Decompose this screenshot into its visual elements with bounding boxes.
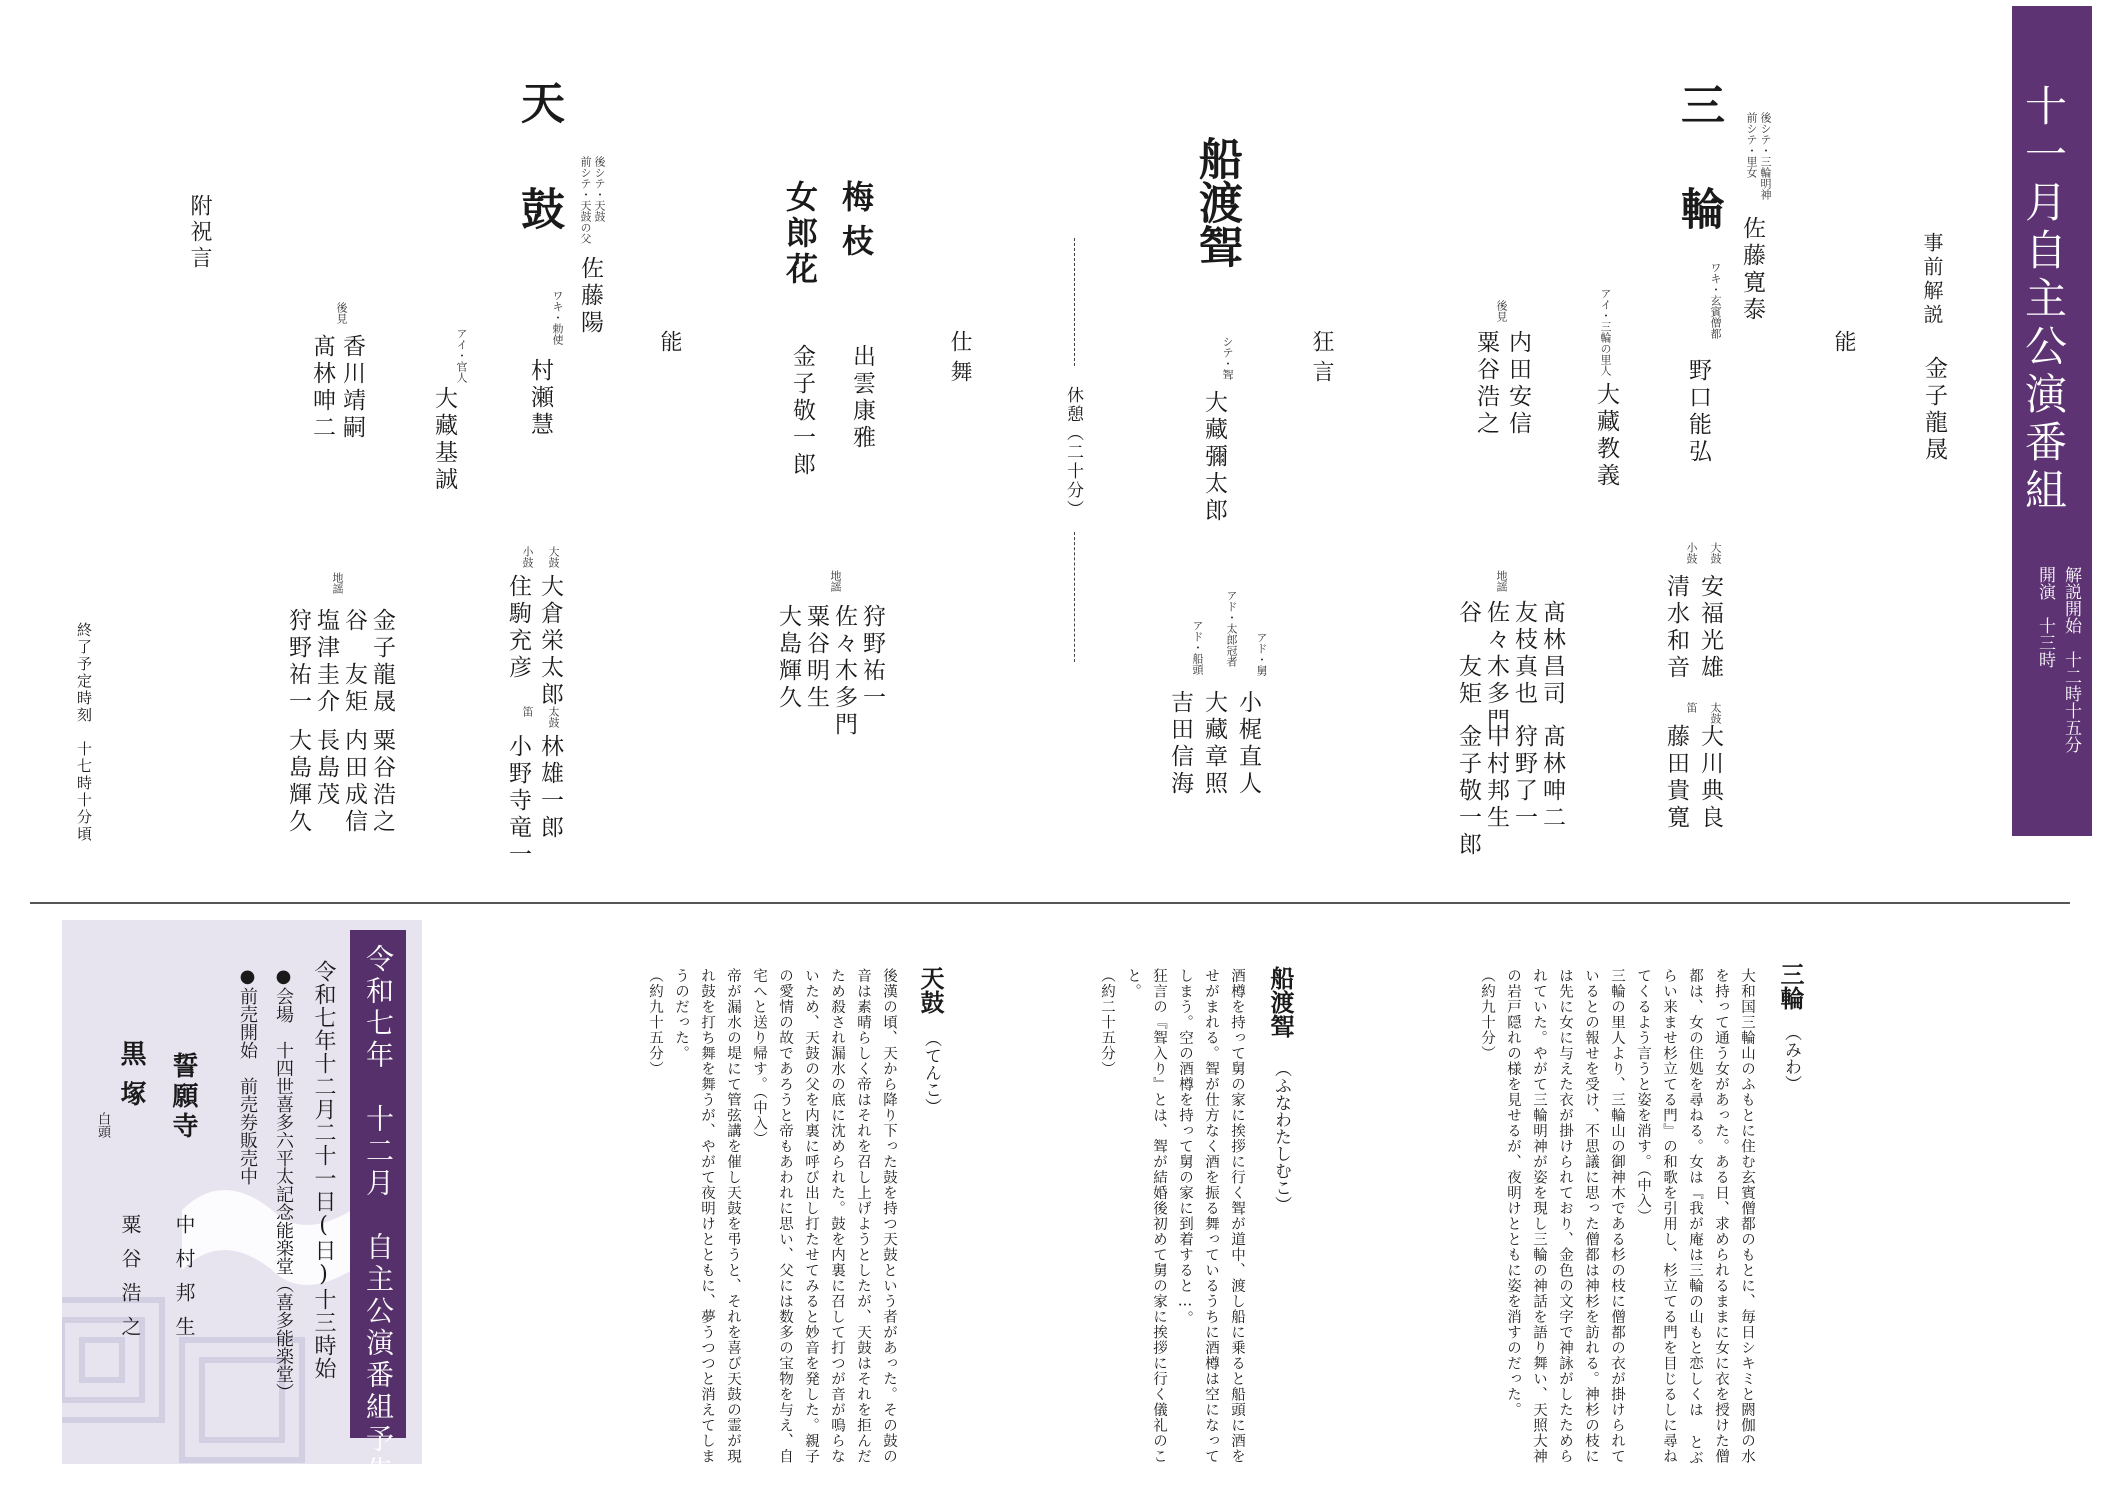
- tenko-waki: 村瀬慧: [527, 358, 553, 439]
- miwa-role-fue: 笛: [1685, 702, 1698, 713]
- closing-label: 附祝言: [187, 194, 212, 272]
- notice-play2: 黒塚: [116, 1040, 146, 1120]
- funawataseimuko-role-shite: シテ・聟: [1221, 336, 1234, 380]
- umegae-jiutai-4: 大島輝久: [775, 604, 801, 712]
- tenko-role-ai: アイ・官人: [455, 328, 468, 383]
- miwa-jiutai-6: 狩野了一: [1511, 724, 1537, 832]
- tenko-jiutai-8: 大島輝久: [285, 728, 311, 836]
- tenko-role-shite-1: 後シテ・天鼓: [593, 156, 606, 222]
- miwa-otsuzumi: 安福光雄: [1697, 574, 1723, 682]
- notice-venue: ●会場 十四世喜多六平太記念能楽堂（喜多能楽堂）: [273, 966, 294, 1401]
- tenko-kotsuzumi: 住駒充彦: [505, 574, 531, 682]
- funawataseimuko-title: 船渡聟: [1191, 136, 1242, 268]
- miwa-shite: 佐藤寛泰: [1739, 216, 1765, 324]
- tenko-role-shite-2: 前シテ・天鼓の父: [579, 156, 592, 244]
- synopsis-funawataseimuko-reading: （ふなわたしむこ）: [1271, 1060, 1291, 1213]
- synopsis-miwa-title: 三輪: [1776, 962, 1805, 1010]
- umegae-jiutai-2: 佐々木多門: [831, 604, 857, 739]
- synopsis-funawataseimuko-title: 船渡聟: [1266, 966, 1295, 1038]
- synopsis-tenko-duration: （約九十五分）: [647, 968, 663, 1077]
- miwa-koken-1: 内田安信: [1505, 330, 1531, 438]
- tenko-jiutai-3: 塩津圭介: [313, 608, 339, 716]
- notice-date: 令和七年十二月二十一日(日)十三時始: [311, 960, 336, 1380]
- tenko-jiutai-2: 谷 友矩: [341, 608, 367, 716]
- tenko-koken-1: 香川靖嗣: [339, 334, 365, 442]
- miwa-jiutai-5: 髙林呻二: [1539, 724, 1565, 832]
- miwa-jiutai-2: 友枝真也: [1511, 600, 1537, 708]
- miwa-jiutai-4: 谷 友矩: [1455, 600, 1481, 708]
- synopsis-tenko-reading: （てんこ）: [921, 1030, 941, 1115]
- ominaeshi-performer: 金子敬一郎: [789, 344, 815, 479]
- tenko-title-char-1: 天: [513, 80, 564, 124]
- tenko-fue: 小野寺竜一: [505, 734, 531, 869]
- notice-play1-performer: 中村邦生: [172, 1214, 196, 1350]
- tenko-role-jiutai: 地謡: [331, 572, 344, 594]
- tenko-jiutai-7: 長島茂: [313, 728, 339, 809]
- funawataseimuko-ado-1: 小梶直人: [1235, 690, 1261, 798]
- notice-play2-note: 白頭: [95, 1112, 110, 1138]
- tenko-taiko: 林雄一郎: [537, 734, 563, 842]
- tenko-otsuzumi: 大倉栄太郎: [537, 574, 563, 709]
- noh1-label: 能: [1831, 330, 1856, 360]
- opening-time: 開演 十三時: [2035, 566, 2055, 668]
- tenko-jiutai-4: 狩野祐一: [285, 608, 311, 716]
- tenko-shite: 佐藤陽: [577, 256, 603, 337]
- tenko-role-taiko: 太鼓: [547, 706, 560, 728]
- miwa-role-otsuzumi: 大鼓: [1709, 542, 1722, 564]
- umegae-performer: 出雲康雅: [849, 344, 875, 452]
- tenko-role-koken: 後見: [335, 302, 348, 324]
- tenko-koken-2: 髙林呻二: [309, 334, 335, 442]
- tenko-role-fue: 笛: [521, 706, 534, 717]
- synopsis-miwa-paragraph-2: 三輪の里人より、三輪山の御神木である杉の枝に僧都の衣が掛けられているとの報せを受け、不思議に思った僧都は神杉を訪れる。神杉の枝には先に女に与えた衣が掛けられており、金色の文字で神詠がしたためられていた。やがて三輪明神が姿を現し三輪の神話を語り舞い、天照大神の岩戸隠れの様を見せるが、夜明けとともに姿を消すのだった。: [1505, 968, 1625, 1464]
- ominaeshi-title: 女郎花: [781, 180, 819, 288]
- miwa-jiutai-8: 金子敬一郎: [1455, 724, 1481, 859]
- tenko-title-char-2: 鼓: [513, 186, 564, 230]
- synopsis-miwa-body: [1470, 968, 1760, 1478]
- notice-play2-performer: 粟谷浩之: [118, 1214, 142, 1350]
- funawataseimuko-role-ado-1: アド・舅: [1255, 632, 1268, 676]
- synopsis-funawataseimuko-duration: （約二十五分）: [1099, 968, 1115, 1077]
- page-title: 十一月自主公演番組: [2019, 84, 2068, 516]
- miwa-jiutai-7: 中村邦生: [1483, 724, 1509, 832]
- lecture-label: 事前解説: [1920, 232, 1944, 328]
- notice-title: 令和七年 十二月 自主公演番組予告: [362, 944, 395, 1488]
- intermission: 休憩（二十分）: [1063, 386, 1083, 519]
- miwa-waki: 野口能弘: [1685, 358, 1711, 466]
- synopsis-miwa-reading: （みわ）: [1781, 1024, 1801, 1092]
- miwa-role-jiutai: 地謡: [1495, 570, 1508, 592]
- umegae-jiutai-3: 粟谷明生: [803, 604, 829, 712]
- notice-play1: 誓願寺: [168, 1052, 198, 1142]
- tenko-jiutai-6: 内田成信: [341, 728, 367, 836]
- kyogen-label: 狂言: [1309, 330, 1334, 390]
- tenko-ai: 大藏基誠: [431, 386, 457, 494]
- noh2-label: 能: [657, 330, 682, 360]
- tenko-role-otsuzumi: 大鼓: [547, 546, 560, 568]
- umegae-role-jiutai: 地謡: [829, 570, 842, 592]
- miwa-ai: 大藏教義: [1593, 382, 1619, 490]
- miwa-title-char-2: 輪: [1673, 186, 1724, 230]
- synopsis-tenko-body: [612, 968, 902, 1478]
- umegae-jiutai-1: 狩野祐一: [859, 604, 885, 712]
- funawataseimuko-role-ado-2: アド・太郎冠者: [1225, 590, 1238, 667]
- miwa-jiutai-3: 佐々木多門: [1483, 600, 1509, 735]
- explanation-start-time: 解説開始 十二時十五分: [2061, 566, 2081, 753]
- tenko-role-waki: ワキ・勅使: [551, 290, 564, 345]
- miwa-kotsuzumi: 清水和音: [1663, 574, 1689, 682]
- miwa-role-waki: ワキ・玄賓僧都: [1709, 262, 1722, 339]
- miwa-jiutai-1: 髙林昌司: [1539, 600, 1565, 708]
- tenko-jiutai-5: 粟谷浩之: [369, 728, 395, 836]
- tenko-role-kotsuzumi: 小鼓: [521, 546, 534, 568]
- miwa-taiko: 大川典良: [1697, 724, 1723, 832]
- miwa-fue: 藤田貴寛: [1663, 724, 1689, 832]
- synopsis-miwa-duration: （約九十分）: [1479, 968, 1495, 1061]
- miwa-role-taiko: 太鼓: [1709, 702, 1722, 724]
- synopsis-funawataseimuko-paragraph-2: 狂言の『聟入り』とは、聟が結婚後初めて舅の家に挨拶に行く儀礼のこと。: [1125, 968, 1167, 1464]
- funawataseimuko-role-ado-3: アド・船頭: [1191, 620, 1204, 675]
- funawataseimuko-ado-3: 吉田信海: [1167, 690, 1193, 798]
- notice-sales: ●前売開始 前売券販売中: [237, 966, 258, 1185]
- miwa-koken-2: 粟谷浩之: [1473, 330, 1499, 438]
- synopsis-funawataseimuko-paragraph-1: 酒樽を持って舅の家に挨拶に行く聟が道中、渡し船に乗ると船頭に酒をせがまれる。聟が仕方なく酒を振る舞っているうちに酒樽は空になってしまう。空の酒樽を持って舅の家に到着すると…。: [1177, 968, 1245, 1464]
- tenko-jiutai-1: 金子龍晟: [369, 608, 395, 716]
- end-time: 終了予定時刻 十七時十分頃: [75, 622, 93, 843]
- synopsis-tenko-title: 天鼓: [916, 966, 945, 1014]
- shimai-label: 仕舞: [947, 330, 972, 390]
- miwa-role-koken: 後見: [1495, 300, 1508, 322]
- funawataseimuko-shite: 大藏彌太郎: [1201, 390, 1227, 525]
- synopsis-miwa-paragraph-1: 大和国三輪山のふもとに住む玄賓僧都のもとに、毎日シキミと閼伽の水を持って通う女があった。ある日、求められるままに女に衣を授けた僧都は、女の住処を尋ねる。女は『我が庵は三輪の山もと恋しくは とぶらい来ませ杉立てる門』の和歌を引用し、杉立てる門を目じるしに尋ねてくるよう言うと姿を消す。（中入）: [1635, 968, 1755, 1466]
- miwa-role-shite-1: 後シテ・三輪明神: [1759, 112, 1772, 200]
- synopsis-tenko-paragraph-2: 帝が漏水の堤にて管弦講を催し天鼓を弔うと、それを喜び天鼓の霊が現れ鼓を打ち舞を舞うが、やがて夜明けとともに、夢うつつと消えてしまうのだった。: [673, 968, 741, 1464]
- miwa-role-kotsuzumi: 小鼓: [1685, 542, 1698, 564]
- intermission-divider-top: [1074, 238, 1075, 366]
- intermission-divider-bottom: [1074, 532, 1075, 662]
- miwa-role-ai: アイ・三輪の里人: [1599, 288, 1612, 376]
- miwa-title-char-1: 三: [1673, 82, 1724, 126]
- synopsis-funawataseimuko-body: [1099, 968, 1250, 1478]
- lecture-name: 金子龍晟: [1921, 356, 1947, 464]
- miwa-role-shite-2: 前シテ・里女: [1745, 112, 1758, 178]
- section-divider: [30, 902, 2070, 904]
- synopsis-tenko-paragraph-1: 後漢の頃、天から降り下った鼓を持つ天鼓という者があった。その鼓の音は素晴らしく帝はそれを召し上げようとしたが、天鼓はそれを拒んだため殺され漏水の底に沈められた。鼓を内裏に召して打つが音が鳴らないため、天鼓の父を内裏に呼び出し打たせてみると妙音を発した。親子の愛情の故であろうと帝もあわれに思い、父には数多の宝物を与え、自宅へと送り帰す。（中入）: [751, 968, 897, 1464]
- funawataseimuko-ado-2: 大藏章照: [1201, 690, 1227, 798]
- umegae-title: 梅枝: [837, 180, 875, 268]
